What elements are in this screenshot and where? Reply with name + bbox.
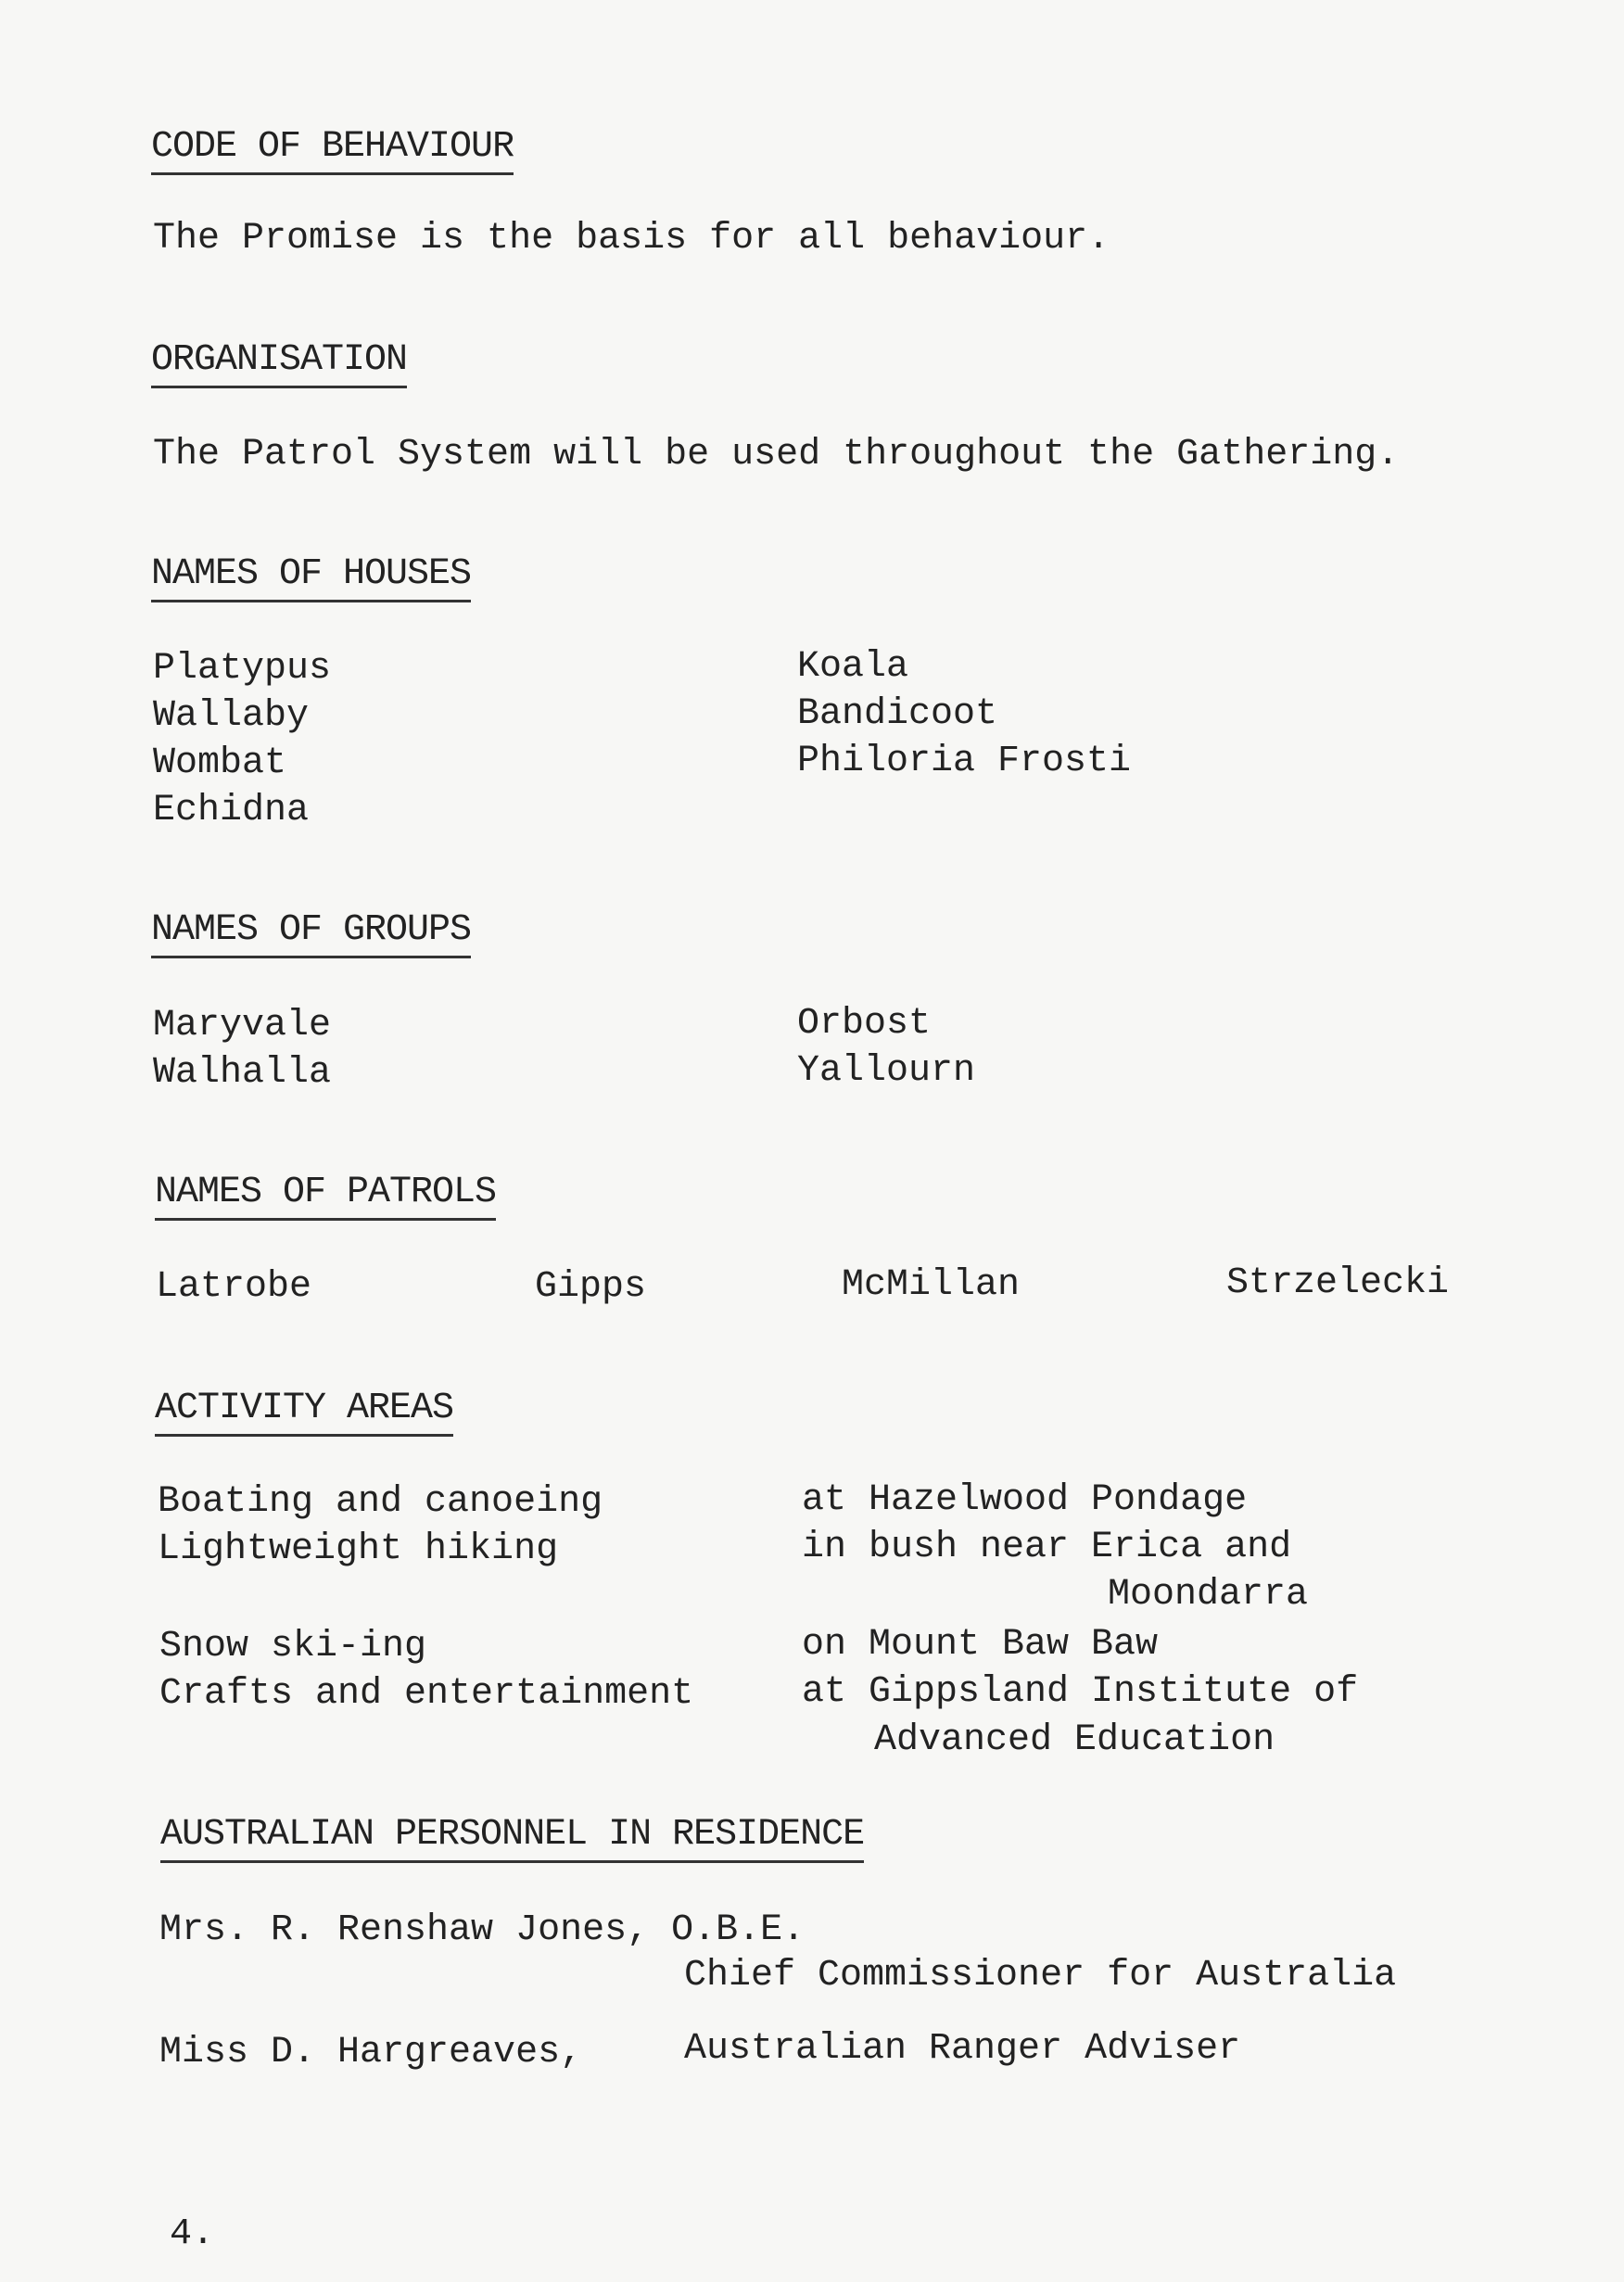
page-number: 4. — [170, 2213, 215, 2255]
personnel-name: Miss D. Hargreaves, — [159, 2032, 583, 2073]
house-name: Philoria Frosti — [797, 741, 1132, 782]
heading-australian-personnel: AUSTRALIAN PERSONNEL IN RESIDENCE — [160, 1812, 864, 1863]
personnel-role: Chief Commissioner for Australia — [684, 1955, 1397, 1997]
house-name: Platypus — [153, 648, 332, 690]
heading-activity-areas: ACTIVITY AREAS — [155, 1386, 453, 1437]
house-name: Wallaby — [153, 695, 310, 737]
group-name: Maryvale — [153, 1005, 332, 1046]
heading-code-of-behaviour: CODE OF BEHAVIOUR — [151, 124, 514, 175]
activity-location: at Hazelwood Pondage — [802, 1479, 1248, 1521]
activity-location: at Gippsland Institute of — [802, 1671, 1359, 1713]
house-name: Bandicoot — [797, 693, 998, 735]
activity-location-cont: Advanced Education — [874, 1719, 1275, 1761]
patrol-name: Gipps — [535, 1266, 647, 1308]
group-name: Walhalla — [153, 1052, 332, 1094]
personnel-role: Australian Ranger Adviser — [684, 2028, 1241, 2070]
heading-names-of-groups: NAMES OF GROUPS — [151, 907, 471, 958]
heading-names-of-houses: NAMES OF HOUSES — [151, 551, 471, 602]
activity-name: Lightweight hiking — [158, 1528, 559, 1570]
patrol-name: Latrobe — [156, 1266, 312, 1308]
activity-location-cont: Moondarra — [1108, 1574, 1309, 1616]
heading-organisation: ORGANISATION — [151, 337, 407, 388]
house-name: Wombat — [153, 742, 287, 784]
activity-name: Crafts and entertainment — [159, 1673, 694, 1715]
activity-name: Boating and canoeing — [158, 1481, 603, 1523]
heading-names-of-patrols: NAMES OF PATROLS — [155, 1170, 496, 1221]
house-name: Koala — [797, 646, 909, 688]
code-of-behaviour-text: The Promise is the basis for all behaviour. — [153, 218, 1110, 260]
group-name: Orbost — [797, 1003, 932, 1045]
personnel-name: Mrs. R. Renshaw Jones, O.B.E. — [159, 1909, 806, 1951]
patrol-name: McMillan — [842, 1264, 1021, 1306]
organisation-text: The Patrol System will be used throughout the Gathering. — [153, 434, 1400, 475]
activity-location: on Mount Baw Baw — [802, 1624, 1159, 1666]
patrol-name: Strzelecki — [1226, 1262, 1450, 1304]
house-name: Echidna — [153, 790, 310, 831]
activity-location: in bush near Erica and — [802, 1527, 1292, 1568]
activity-name: Snow ski-ing — [159, 1626, 427, 1667]
group-name: Yallourn — [797, 1050, 976, 1092]
